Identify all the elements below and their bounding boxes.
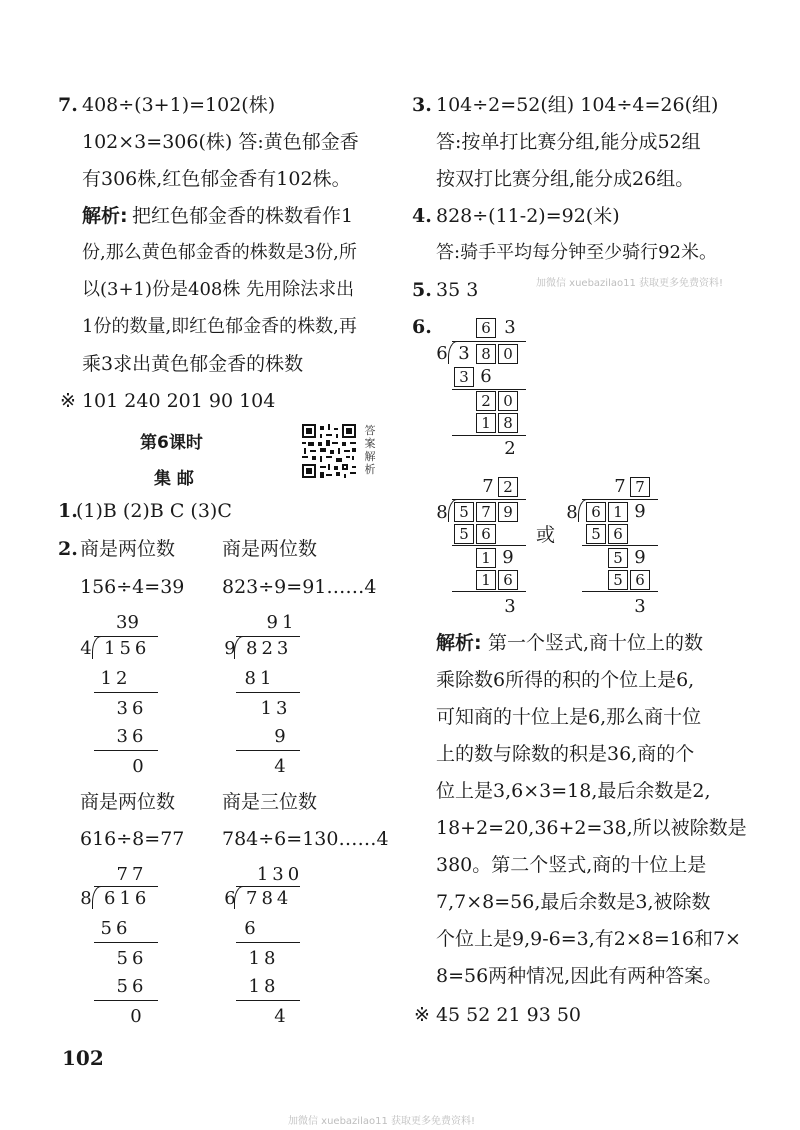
remainder-box: 5 <box>608 548 628 568</box>
q4-line-1: 828÷(11-2)=92(米) <box>436 205 620 227</box>
q1-answers: (1)B (2)B C (3)C <box>76 500 232 522</box>
quotient-box: 7 <box>630 477 650 497</box>
division-line <box>236 692 300 693</box>
q7-analysis-label: 解析: <box>82 205 128 227</box>
division-bar <box>452 341 526 342</box>
or-label: 或 <box>536 524 556 546</box>
q2-a-equation: 156÷4=39 <box>80 576 185 598</box>
watermark-bottom: 加微信 xuebazilao11 获取更多免费资料! <box>288 1116 476 1127</box>
quotient-digit: 7 <box>614 476 626 497</box>
question-1-number: 1. <box>58 500 78 522</box>
product-box: 8 <box>498 413 518 433</box>
divisor: 4 <box>80 638 92 659</box>
division-line <box>94 692 158 693</box>
remainder: 4 <box>274 756 286 777</box>
division-bar <box>94 886 158 887</box>
q2-b-equation: 823÷9=91……4 <box>222 576 377 598</box>
q6-analysis-line-3: 可知商的十位上是6,那么商十位 <box>436 706 702 728</box>
product-box: 3 <box>454 367 474 387</box>
q6-analysis-line-7: 380。第二个竖式,商的十位上是 <box>436 854 707 876</box>
remainder-box: 1 <box>476 548 496 568</box>
partial-product: 56 <box>116 976 148 997</box>
divisor: 8 <box>566 502 578 523</box>
question-6-number: 6. <box>412 316 432 338</box>
q7-analysis-line-5: 乘3求出黄色郁金香的株数 <box>82 353 304 375</box>
lesson-subtitle: 集 邮 <box>154 469 194 489</box>
division-line <box>236 750 300 751</box>
q6-analysis-line-2: 乘除数6所得的积的个位上是6, <box>436 669 695 691</box>
product-box: 5 <box>454 524 474 544</box>
q6-analysis-line-9: 个位上是9,9-6=3,有2×8=16和7× <box>436 928 741 950</box>
division-line <box>94 942 158 943</box>
divisor: 8 <box>80 888 92 909</box>
quotient-digit: 91 <box>266 612 298 633</box>
remainder-digit: 9 <box>502 547 514 568</box>
q6-analysis-line-8: 7,7×8=56,最后余数是3,被除数 <box>436 891 711 913</box>
dividend-box: 9 <box>498 502 518 522</box>
division-line <box>452 389 526 390</box>
partial-remainder: 13 <box>260 698 292 719</box>
right-extra-answers: ※ 45 52 21 93 50 <box>414 1004 582 1026</box>
q4-line-2: 答:骑手平均每分钟至少骑行92米。 <box>436 242 717 263</box>
division-line <box>452 591 526 592</box>
q6-analysis-line-1: 第一个竖式,商十位上的数 <box>488 632 704 654</box>
dividend-box: 8 <box>476 344 496 364</box>
q7-analysis-line-3: 以(3+1)份是408株 先用除法求出 <box>82 279 355 300</box>
qr-code-icon[interactable] <box>302 424 356 478</box>
q7-line-1: 408÷(3+1)=102(株) <box>82 94 276 116</box>
qr-side-label <box>364 424 376 476</box>
partial-product: 12 <box>100 668 132 689</box>
partial-product: 18 <box>248 976 280 997</box>
dividend-box: 7 <box>476 502 496 522</box>
q7-line-3: 有306株,红色郁金香有102株。 <box>82 168 351 190</box>
dividend-box: 6 <box>586 502 606 522</box>
product-box: 6 <box>498 570 518 590</box>
remainder-box: 2 <box>476 391 496 411</box>
product-box: 5 <box>608 570 628 590</box>
dividend: 616 <box>104 888 151 909</box>
q6-analysis-line-6: 18+2=20,36+2=38,所以被除数是 <box>436 817 747 839</box>
question-3-number: 3. <box>412 94 432 116</box>
division-line <box>94 1000 158 1001</box>
division-bar <box>236 636 300 637</box>
dividend: 784 <box>246 888 293 909</box>
q2-c-equation: 616÷8=77 <box>80 828 185 850</box>
q7-analysis-line-2: 份,那么黄色郁金香的株数是3份,所 <box>82 242 357 263</box>
q2-d-label: 商是三位数 <box>222 791 318 813</box>
product-digit: 6 <box>480 366 492 387</box>
dividend-box: 5 <box>454 502 474 522</box>
division-line <box>582 591 658 592</box>
remainder-digit: 9 <box>634 547 646 568</box>
dividend-digit: 9 <box>634 501 646 522</box>
divisor: 9 <box>224 638 236 659</box>
q2-a-label: 商是两位数 <box>80 538 176 560</box>
division-bar <box>236 886 300 887</box>
partial-product: 56 <box>100 918 132 939</box>
qr-side-char: 解 <box>364 450 376 463</box>
question-4-number: 4. <box>412 205 432 227</box>
q5-answers: 35 3 <box>436 279 479 301</box>
remainder-box: 0 <box>498 391 518 411</box>
q6-analysis-label: 解析: <box>436 632 482 654</box>
division-bar <box>452 499 526 500</box>
dividend-box: 1 <box>608 502 628 522</box>
question-5-number: 5. <box>412 279 432 301</box>
quotient-digit: 39 <box>116 612 139 633</box>
product-box: 6 <box>630 570 650 590</box>
remainder: 2 <box>504 438 516 459</box>
lesson-title: 第6课时 <box>140 433 203 453</box>
q6-analysis-line-10: 8=56两种情况,因此有两种答案。 <box>436 965 723 987</box>
q2-d-equation: 784÷6=130……4 <box>222 828 389 850</box>
product-box: 6 <box>476 524 496 544</box>
partial-remainder: 56 <box>116 948 148 969</box>
partial-product: 6 <box>244 918 256 939</box>
qr-side-char: 答 <box>364 424 376 437</box>
division-bar <box>94 636 158 637</box>
qr-side-char: 析 <box>364 463 376 476</box>
quotient-box: 6 <box>476 318 496 338</box>
quotient-box: 2 <box>498 477 518 497</box>
q3-line-3: 按双打比赛分组,能分成26组。 <box>436 168 695 190</box>
q7-analysis-line-4: 1份的数量,即红色郁金香的株数,再 <box>82 316 357 337</box>
product-box: 5 <box>586 524 606 544</box>
division-line <box>582 545 658 546</box>
divisor: 6 <box>436 343 448 364</box>
partial-remainder: 18 <box>248 948 280 969</box>
remainder: 0 <box>132 756 144 777</box>
partial-product: 36 <box>116 726 148 747</box>
division-line <box>452 545 526 546</box>
division-line <box>236 1000 300 1001</box>
q3-line-1: 104÷2=52(组) 104÷4=26(组) <box>436 94 719 116</box>
dividend-digit: 3 <box>458 343 470 364</box>
page-number: 102 <box>62 1046 104 1070</box>
q6-analysis-line-5: 位上是3,6×3=18,最后余数是2, <box>436 780 711 802</box>
remainder: 3 <box>634 596 646 617</box>
quotient-digit: 3 <box>504 317 516 338</box>
partial-product: 81 <box>244 668 276 689</box>
q6-analysis-line-4: 上的数与除数的积是36,商的个 <box>436 743 695 765</box>
dividend: 823 <box>246 638 293 659</box>
quotient-digit: 7 <box>482 476 494 497</box>
quotient-digit: 77 <box>116 864 148 885</box>
quotient-digit: 130 <box>256 864 304 885</box>
dividend-box: 0 <box>498 344 518 364</box>
remainder: 4 <box>274 1006 286 1027</box>
division-line <box>94 750 158 751</box>
partial-remainder: 36 <box>116 698 148 719</box>
product-box: 6 <box>608 524 628 544</box>
q3-line-2: 答:按单打比赛分组,能分成52组 <box>436 131 701 153</box>
remainder: 0 <box>130 1006 142 1027</box>
watermark-top: 加微信 xuebazilao11 获取更多免费资料! <box>536 278 724 289</box>
q7-line-2: 102×3=306(株) 答:黄色郁金香 <box>82 131 359 153</box>
question-2-number: 2. <box>58 538 78 560</box>
partial-product: 9 <box>274 726 286 747</box>
divisor: 6 <box>224 888 236 909</box>
division-line <box>236 942 300 943</box>
product-box: 1 <box>476 570 496 590</box>
question-7-number: 7. <box>58 94 78 116</box>
q7-analysis-line-1: 把红色郁金香的株数看作1 <box>132 205 354 227</box>
q2-c-label: 商是两位数 <box>80 791 176 813</box>
product-box: 1 <box>476 413 496 433</box>
division-bar <box>582 499 658 500</box>
q2-b-label: 商是两位数 <box>222 538 318 560</box>
remainder: 3 <box>504 596 516 617</box>
dividend: 156 <box>104 638 151 659</box>
divisor: 8 <box>436 502 448 523</box>
qr-side-char: 案 <box>364 437 376 450</box>
left-extra-answers: ※ 101 240 201 90 104 <box>60 390 276 412</box>
division-line <box>452 435 526 436</box>
